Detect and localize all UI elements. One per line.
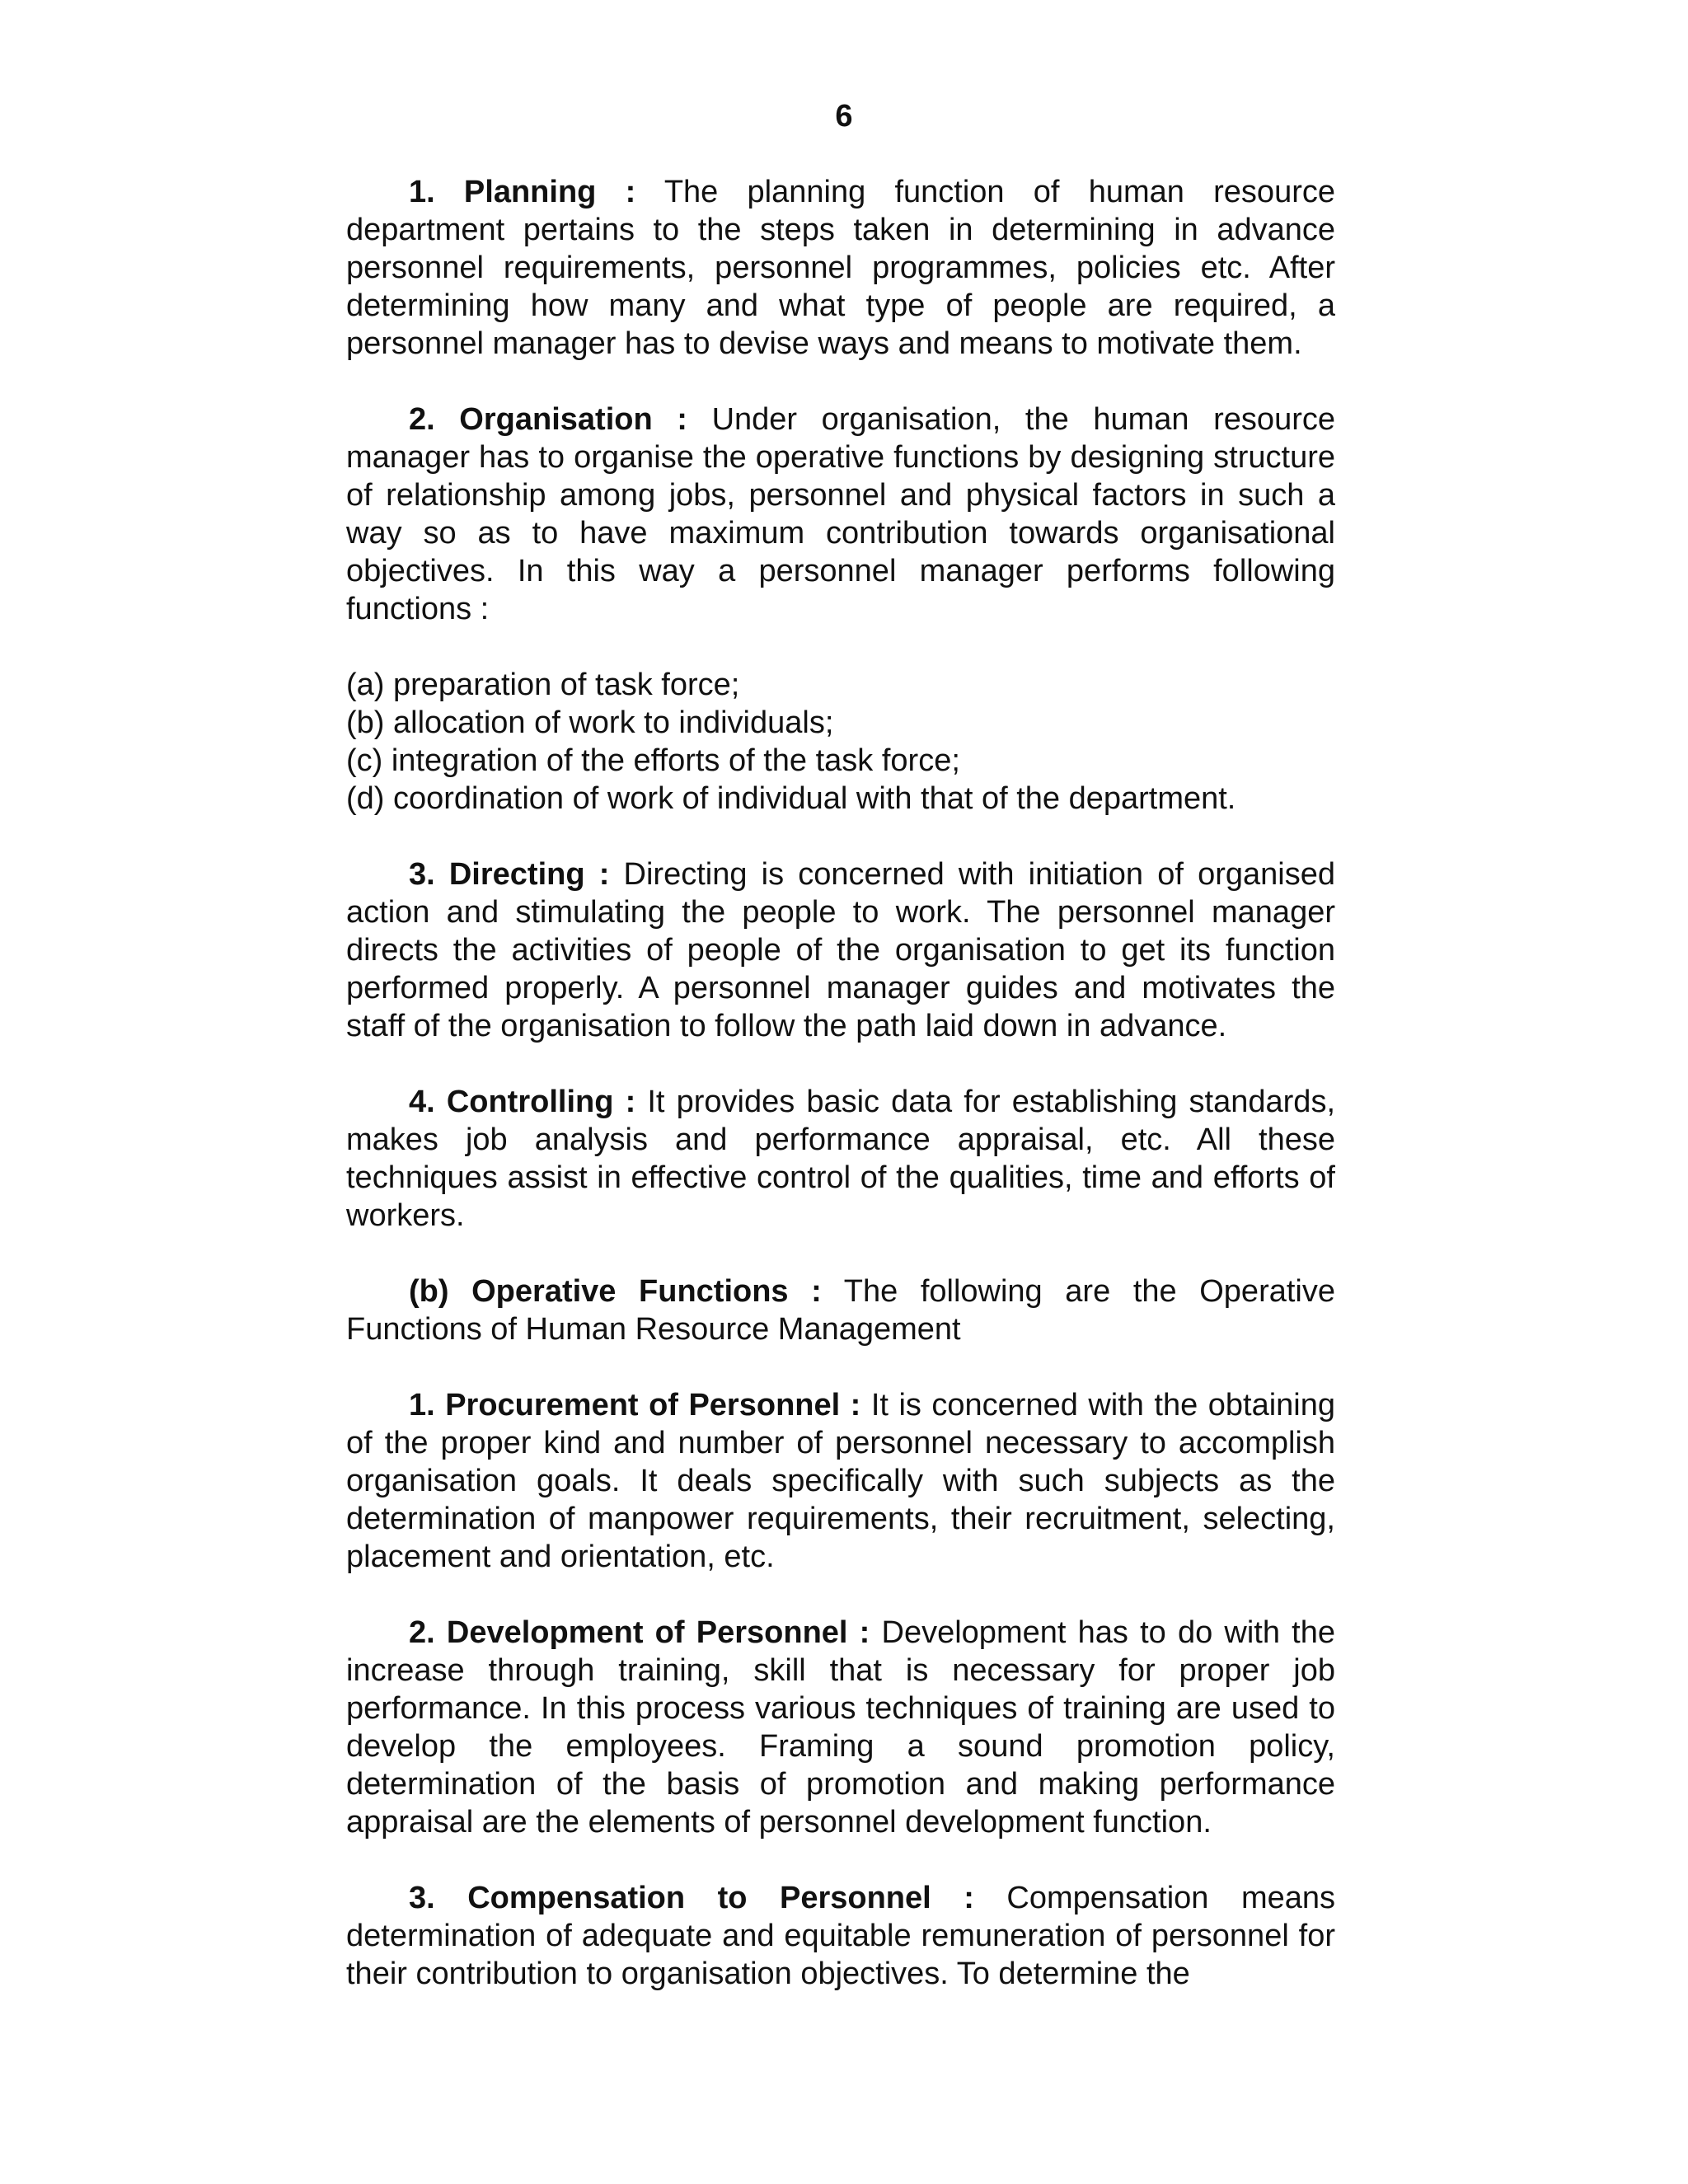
planning-paragraph [346,173,1335,363]
compensation-heading: 3. Compensation to Personnel : [409,1881,974,1915]
list-item: (c) integration of the efforts of the task force; [346,743,960,778]
page-number: 6 [835,99,853,134]
operative-functions-heading: (b) Operative Functions : [409,1274,822,1309]
organisation-text: Under organisation, the human resource manager has to organise the operative functions by designing structure of relationship among jobs, personnel and physical factors in such a way so as to have maximum contribution towards organisational objectives. In this way a personnel manager performs following functions : [346,402,1335,626]
organisation-function-list [346,666,1335,818]
directing-heading: 3. Directing : [409,857,610,892]
organisation-paragraph [346,401,1335,628]
planning-text: The planning function of human resource department pertains to the steps taken in determining in advance personnel requirements, personnel programmes, policies etc. After determining how many and what type of people are required, a personnel manager has to devise ways and means to motivate them. [346,175,1335,361]
compensation-paragraph [346,1879,1335,1993]
list-item: (b) allocation of work to individuals; [346,705,834,740]
organisation-heading: 2. Organisation : [409,402,687,437]
operative-functions-text: The following are the Operative Functions of Human Resource Management [346,1274,1335,1347]
directing-paragraph [346,855,1335,1045]
procurement-text: It is concerned with the obtaining of the proper kind and number of personnel necessary to accomplish organisation goals. It deals specifically with such subjects as the determination of manpower requirements, their recruitment, selecting, placement and orientation, etc. [346,1388,1335,1574]
operative-functions-paragraph [346,1272,1335,1348]
compensation-text: Compensation means determination of adequate and equitable remuneration of personnel for their contribution to organisation objectives. To determine the [346,1881,1335,1991]
list-item: (a) preparation of task force; [346,668,740,702]
development-paragraph [346,1614,1335,1841]
planning-heading: 1. Planning : [409,175,636,209]
development-text: Development has to do with the increase through training, skill that is necessary for proper job performance. In this process various techniques of training are used to develop the employees. Framing a sound promotion policy, determination of the basis of promotion and making performance appraisal are the elements of personnel development function. [346,1615,1335,1840]
directing-text: Directing is concerned with initiation of organised action and stimulating the people to work. The personnel manager directs the activities of people of the organisation to get its function performed properly. A personnel manager guides and motivates the staff of the organisation to follow the path laid down in advance. [346,857,1335,1043]
controlling-paragraph [346,1083,1335,1235]
page-content [346,173,1335,2031]
list-item: (d) coordination of work of individual with that of the department. [346,781,1236,816]
controlling-heading: 4. Controlling : [409,1085,636,1119]
procurement-paragraph [346,1386,1335,1576]
controlling-text: It provides basic data for establishing standards, makes job analysis and performance appraisal, etc. All these techniques assist in effective control of the qualities, time and efforts of workers. [346,1085,1335,1233]
procurement-heading: 1. Procurement of Personnel : [409,1388,861,1422]
development-heading: 2. Development of Personnel : [409,1615,870,1650]
